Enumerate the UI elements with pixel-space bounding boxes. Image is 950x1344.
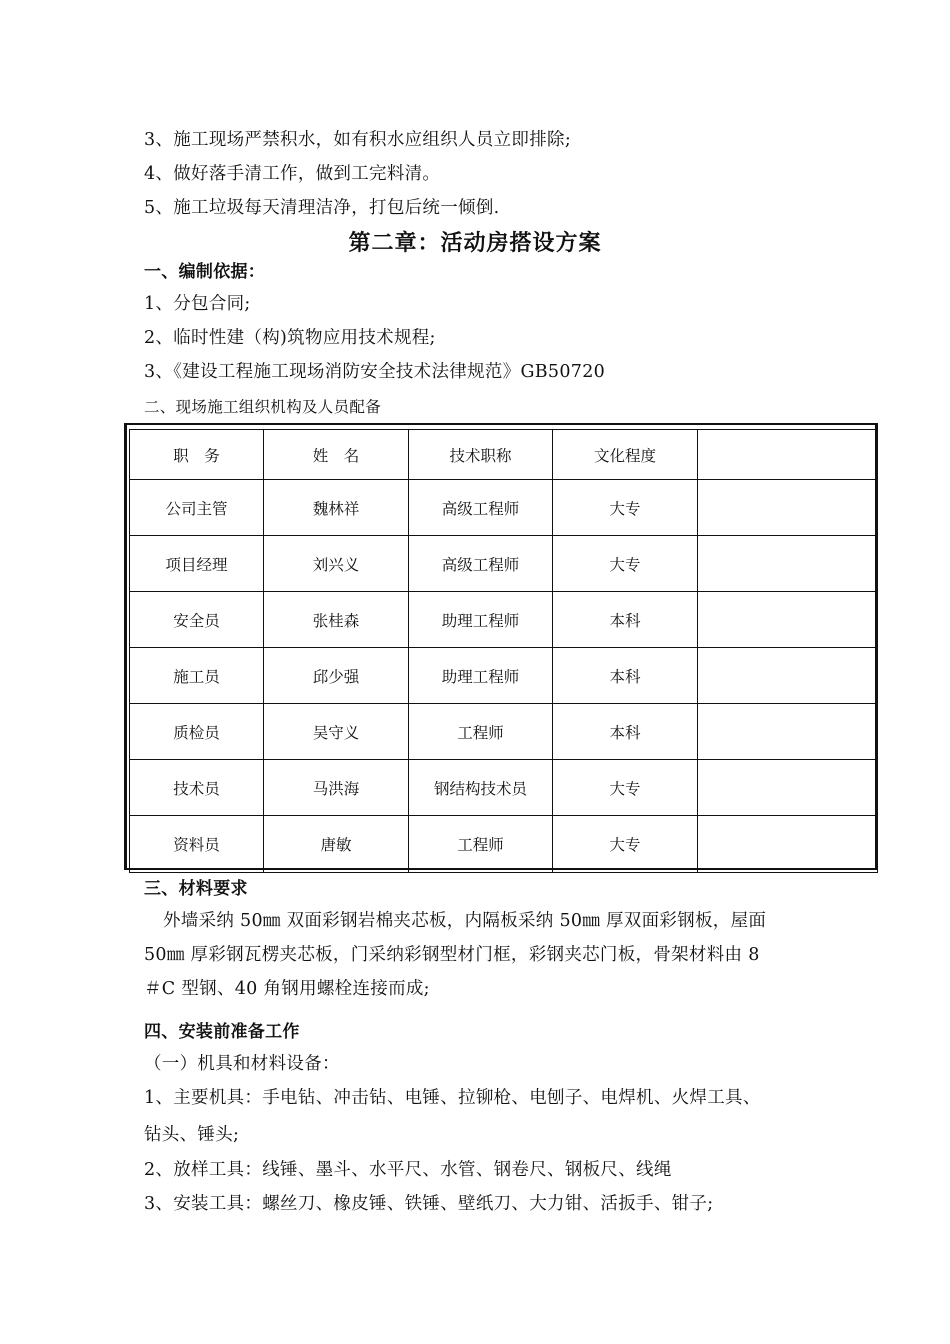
- cell-education: 大专: [553, 480, 698, 536]
- chapter-title: 第二章：活动房搭设方案: [348, 231, 602, 256]
- table-row: [130, 480, 878, 536]
- header-cell: [698, 430, 878, 480]
- text-line: 4、做好落手清工作，做到工完料清。: [144, 164, 441, 184]
- staff-table-grid: [129, 429, 878, 873]
- cell-name: 魏林祥: [264, 480, 409, 536]
- table-header-row: [130, 430, 878, 480]
- paragraph-line: 外墙采纳 50㎜ 双面彩钢岩棉夹芯板，内隔板采纳 50㎜ 厚双面彩钢板，屋面: [163, 911, 767, 931]
- list-item: 3、《建设工程施工现场消防安全技术法律规范》GB50720: [144, 362, 606, 382]
- staff-table: [124, 423, 878, 870]
- list-item: 1、分包合同;: [144, 294, 251, 314]
- cell-name: 唐敏: [264, 816, 409, 873]
- text-line: 3、施工现场严禁积水，如有积水应组织人员立即排除;: [144, 130, 572, 150]
- list-item: 2、临时性建（构)筑物应用技术规程;: [144, 328, 436, 348]
- cell-role: 质检员: [130, 704, 264, 760]
- table-row: [130, 592, 878, 648]
- cell-blank: [698, 536, 878, 592]
- section-heading: 二、现场施工组织机构及人员配备: [144, 398, 382, 416]
- cell-education: 本科: [553, 704, 698, 760]
- cell-education: 本科: [553, 648, 698, 704]
- section-heading: 四、安装前准备工作: [144, 1022, 300, 1042]
- cell-role: 资料员: [130, 816, 264, 873]
- subsection-heading: （一）机具和材料设备：: [144, 1054, 340, 1074]
- cell-education: 大专: [553, 536, 698, 592]
- paragraph-line: 1、主要机具：手电钻、冲击钻、电锤、拉铆枪、电刨子、电焊机、火焊工具、: [144, 1088, 761, 1108]
- paragraph-line: ＃C 型钢、40 角钢用螺栓连接而成;: [144, 979, 430, 999]
- cell-blank: [698, 760, 878, 816]
- cell-name: 吴守义: [264, 704, 409, 760]
- table-row: [130, 760, 878, 816]
- header-cell: 姓 名: [264, 430, 409, 480]
- cell-role: 安全员: [130, 592, 264, 648]
- cell-education: 大专: [553, 760, 698, 816]
- paragraph-line: 3、安装工具：螺丝刀、橡皮锤、铁锤、壁纸刀、大力钳、活扳手、钳子;: [144, 1194, 714, 1214]
- cell-blank: [698, 648, 878, 704]
- cell-education: 大专: [553, 816, 698, 873]
- cell-name: 刘兴义: [264, 536, 409, 592]
- cell-education: 本科: [553, 592, 698, 648]
- cell-title: 工程师: [409, 704, 553, 760]
- cell-title: 助理工程师: [409, 648, 553, 704]
- cell-title: 高级工程师: [409, 480, 553, 536]
- cell-blank: [698, 480, 878, 536]
- table-row: [130, 816, 878, 873]
- cell-name: 邱少强: [264, 648, 409, 704]
- cell-role: 施工员: [130, 648, 264, 704]
- cell-role: 项目经理: [130, 536, 264, 592]
- cell-name: 马洪海: [264, 760, 409, 816]
- cell-title: 工程师: [409, 816, 553, 873]
- table-row: [130, 704, 878, 760]
- paragraph-line: 2、放样工具：线锤、墨斗、水平尺、水管、钢卷尺、钢板尺、线绳: [144, 1160, 672, 1180]
- header-cell: 技术职称: [409, 430, 553, 480]
- cell-blank: [698, 704, 878, 760]
- cell-title: 助理工程师: [409, 592, 553, 648]
- section-heading: 一、编制依据：: [144, 262, 266, 282]
- cell-role: 公司主管: [130, 480, 264, 536]
- cell-title: 钢结构技术员: [409, 760, 553, 816]
- header-cell: 职 务: [130, 430, 264, 480]
- cell-role: 技术员: [130, 760, 264, 816]
- table-row: [130, 648, 878, 704]
- cell-title: 高级工程师: [409, 536, 553, 592]
- paragraph-line: 钻头、锤头;: [144, 1125, 240, 1145]
- cell-blank: [698, 816, 878, 873]
- paragraph-line: 50㎜ 厚彩钢瓦楞夹芯板，门采纳彩钢型材门框，彩钢夹芯门板，骨架材料由 8: [144, 945, 760, 965]
- text-line: 5、施工垃圾每天清理洁净，打包后统一倾倒.: [144, 198, 500, 218]
- cell-name: 张桂森: [264, 592, 409, 648]
- header-cell: 文化程度: [553, 430, 698, 480]
- cell-blank: [698, 592, 878, 648]
- section-heading: 三、材料要求: [144, 879, 248, 899]
- table-row: [130, 536, 878, 592]
